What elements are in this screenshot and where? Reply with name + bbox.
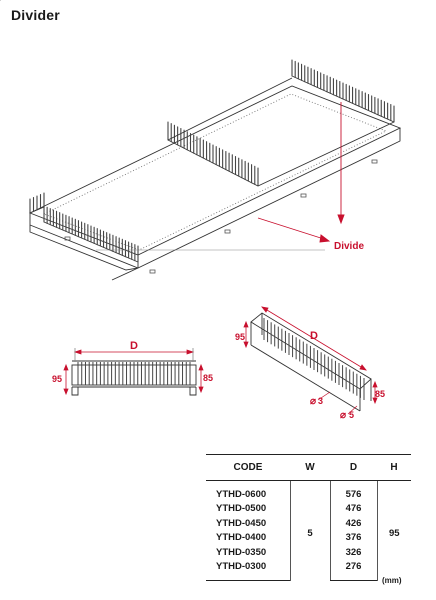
front-d-label: D [130,340,138,352]
front-right-height: 85 [203,373,214,383]
header-w: W [290,455,330,481]
tray-base-top [30,86,400,255]
header-code: CODE [206,455,290,481]
angle-left-height: 95 [235,332,246,342]
header-d: D [330,455,377,481]
table-header-row [206,455,411,481]
header-h: H [377,455,411,481]
depth-cell: 376 [330,531,377,546]
angle-d-label: D [310,330,318,342]
angle-right-height: 85 [375,389,386,399]
diameter-5-label: 5 [349,410,355,420]
code-cell: YTHD-0500 [216,503,267,515]
divide-label: Divide [334,241,365,252]
diameter-icon: ⌀ [340,410,347,421]
table-row [206,481,411,502]
height-cell: 95 [377,481,411,581]
code-cell: YTHD-0600 [216,488,267,500]
code-cell: YTHD-0300 [206,560,290,581]
depth-cell: 476 [330,502,377,517]
front-left-height: 95 [52,374,63,384]
depth-cell: 426 [330,516,377,531]
diameter-3-label: 3 [318,396,324,406]
page-title: Divider [11,7,60,23]
depth-cell: 276 [330,560,377,581]
depth-cell: 576 [330,481,377,502]
code-cell: YTHD-0350 [216,546,267,558]
unit-label: (mm) [382,576,402,585]
front-view-divider [72,361,196,395]
spec-table [206,454,411,581]
diameter-3-marker [310,396,323,407]
code-cell: YTHD-0400 [216,532,267,544]
width-cell: 5 [290,481,330,581]
diameter-5-marker [340,410,354,421]
diameter-icon: ⌀ [310,396,317,407]
code-cell: YTHD-0450 [216,517,267,529]
depth-cell: 326 [330,545,377,560]
